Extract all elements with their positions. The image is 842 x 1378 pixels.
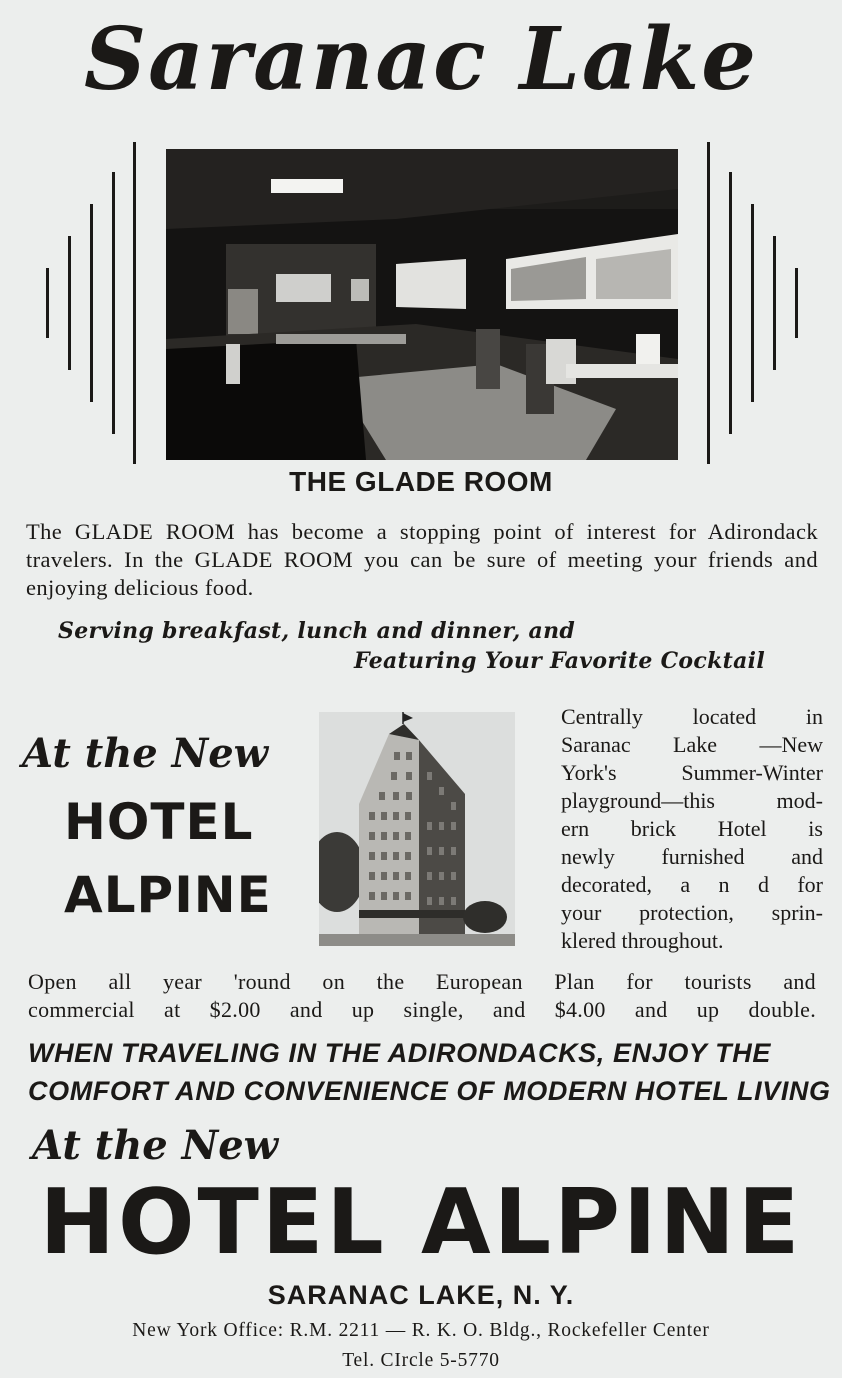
footer-at-the-new: At the New [32, 1122, 279, 1169]
description-line: York's Summer-Winter [561, 760, 823, 785]
description-line: ern brick Hotel is [561, 816, 823, 841]
footer-hotel-name: HOTEL ALPINE [39, 1170, 803, 1275]
glade-room-paragraph: The GLADE ROOM has become a stopping point of interest for Adirondack travelers. In the GLADE ROOM you can be sure of meeting your friends and enjoying delicious food. [26, 519, 818, 600]
description-line: Saranac Lake —New [561, 732, 823, 757]
description-line: klered throughout. [561, 928, 724, 953]
page-title: Saranac Lake [84, 9, 758, 110]
at-the-new-heading: At the New [22, 730, 269, 777]
description-line: playground—this mod- [561, 788, 823, 813]
rates-line: commercial at $2.00 and up single, and $4.00 and up double. [28, 997, 816, 1022]
description-line: your protection, sprin- [561, 900, 823, 925]
footer-office: New York Office: R.M. 2211 — R. K. O. Bldg., Rockefeller Center [132, 1320, 710, 1341]
rates-text [28, 968, 816, 1024]
hotel-heading: HOTEL [64, 793, 254, 851]
footer-telephone: Tel. CIrcle 5-5770 [342, 1350, 500, 1371]
glade-room-caption: THE GLADE ROOM [289, 466, 553, 497]
description-line: newly furnished and [561, 844, 823, 869]
alpine-heading: ALPINE [64, 866, 272, 924]
hotel-building-photo [319, 712, 515, 946]
glade-room-photo [166, 149, 678, 460]
right-decorative-lines [700, 140, 810, 470]
left-decorative-lines [40, 140, 150, 470]
slogan-line: COMFORT AND CONVENIENCE OF MODERN HOTEL LIVING [28, 1076, 831, 1106]
footer-location: SARANAC LAKE, N. Y. [267, 1280, 575, 1310]
description-line: Centrally located in [561, 704, 823, 729]
serving-line: Serving breakfast, lunch and dinner, and [58, 618, 576, 644]
slogan-line: WHEN TRAVELING IN THE ADIRONDACKS, ENJOY THE [28, 1038, 771, 1068]
hotel-description [561, 703, 823, 955]
rates-line: Open all year 'round on the European Plan for tourists and [28, 969, 816, 994]
description-line: decorated, a n d for [561, 872, 823, 897]
cocktail-line: Featuring Your Favorite Cocktail [354, 648, 765, 674]
